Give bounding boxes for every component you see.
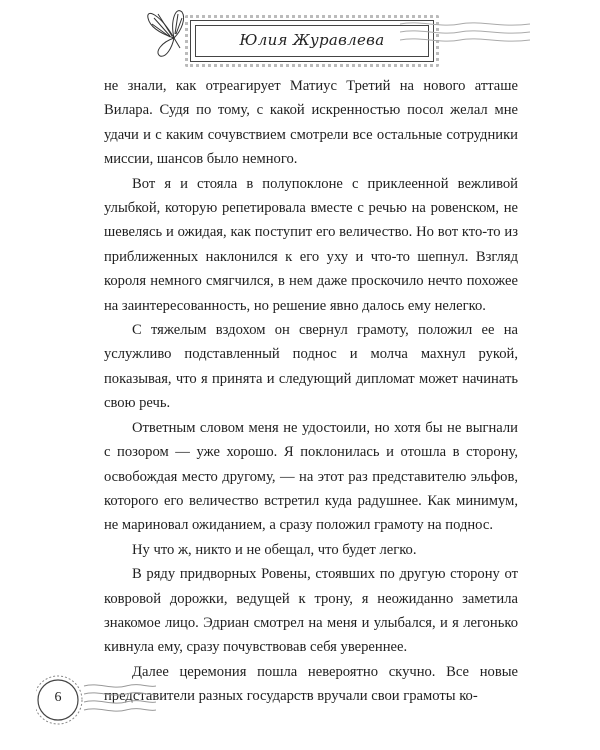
postmark-lines-icon [400, 16, 530, 52]
page-number: 6 [54, 690, 62, 705]
paragraph-5: Ну что ж, никто и не обещал, что будет легко. [132, 541, 417, 558]
paragraph-6: В ряду придворных Ровены, стоявших по другую сторону от ковровой дорожки, ведущей к трону, я неожиданно заметила знакомое лицо. Эдриан смотрел на меня и улыбался, и я легонько кивнула ему, сразу почувствовав себя увереннее. [104, 566, 518, 656]
butterfly-icon [140, 4, 188, 60]
running-header-title: Юлия Журавлева [239, 31, 385, 49]
paragraph-7: Далее церемония пошла невероятно скучно. Все новые представители разных государств вручали свои грамоты ко- [104, 663, 518, 705]
paragraph-4: Ответным словом меня не удостоили, но хотя бы не выгнали с позором — уже хорошо. Я поклонилась и отошла в сторону, освобождая место другому, — на этот раз представителю эльфов, которого его величество встретил куда радушнее. Как минимум, не мариновал ожиданием, а сразу положил грамоту на поднос. [104, 419, 518, 534]
paragraph-1: не знали, как отреагирует Матиус Третий на нового атташе Вилара. Судя по тому, с какой искренностью посол желал мне удачи и с каким сочувствием смотрели все остальные сотрудники миссии, шансов было немного. [104, 78, 518, 168]
paragraph-3: С тяжелым вздохом он свернул грамоту, положил ее на услужливо подставленный поднос и молча махнул рукой, показывая, что я принята и следующий дипломат может начинать свою речь. [104, 322, 518, 412]
header-stamp [190, 20, 434, 62]
paragraph-2: Вот я и стояла в полупоклоне с приклеенной вежливой улыбкой, которую репетировала вместе с речью на ровенском, не шевелясь и ожидая, как поступит его величество. Но вот кто-то из приближенных наклонился к его уху и что-то шепнул. Взгляд короля немного смягчился, в нем даже проскочило нечто похожее на заинтересованность, но решение явно далось ему нелегко. [104, 175, 518, 314]
body-text [104, 74, 518, 709]
